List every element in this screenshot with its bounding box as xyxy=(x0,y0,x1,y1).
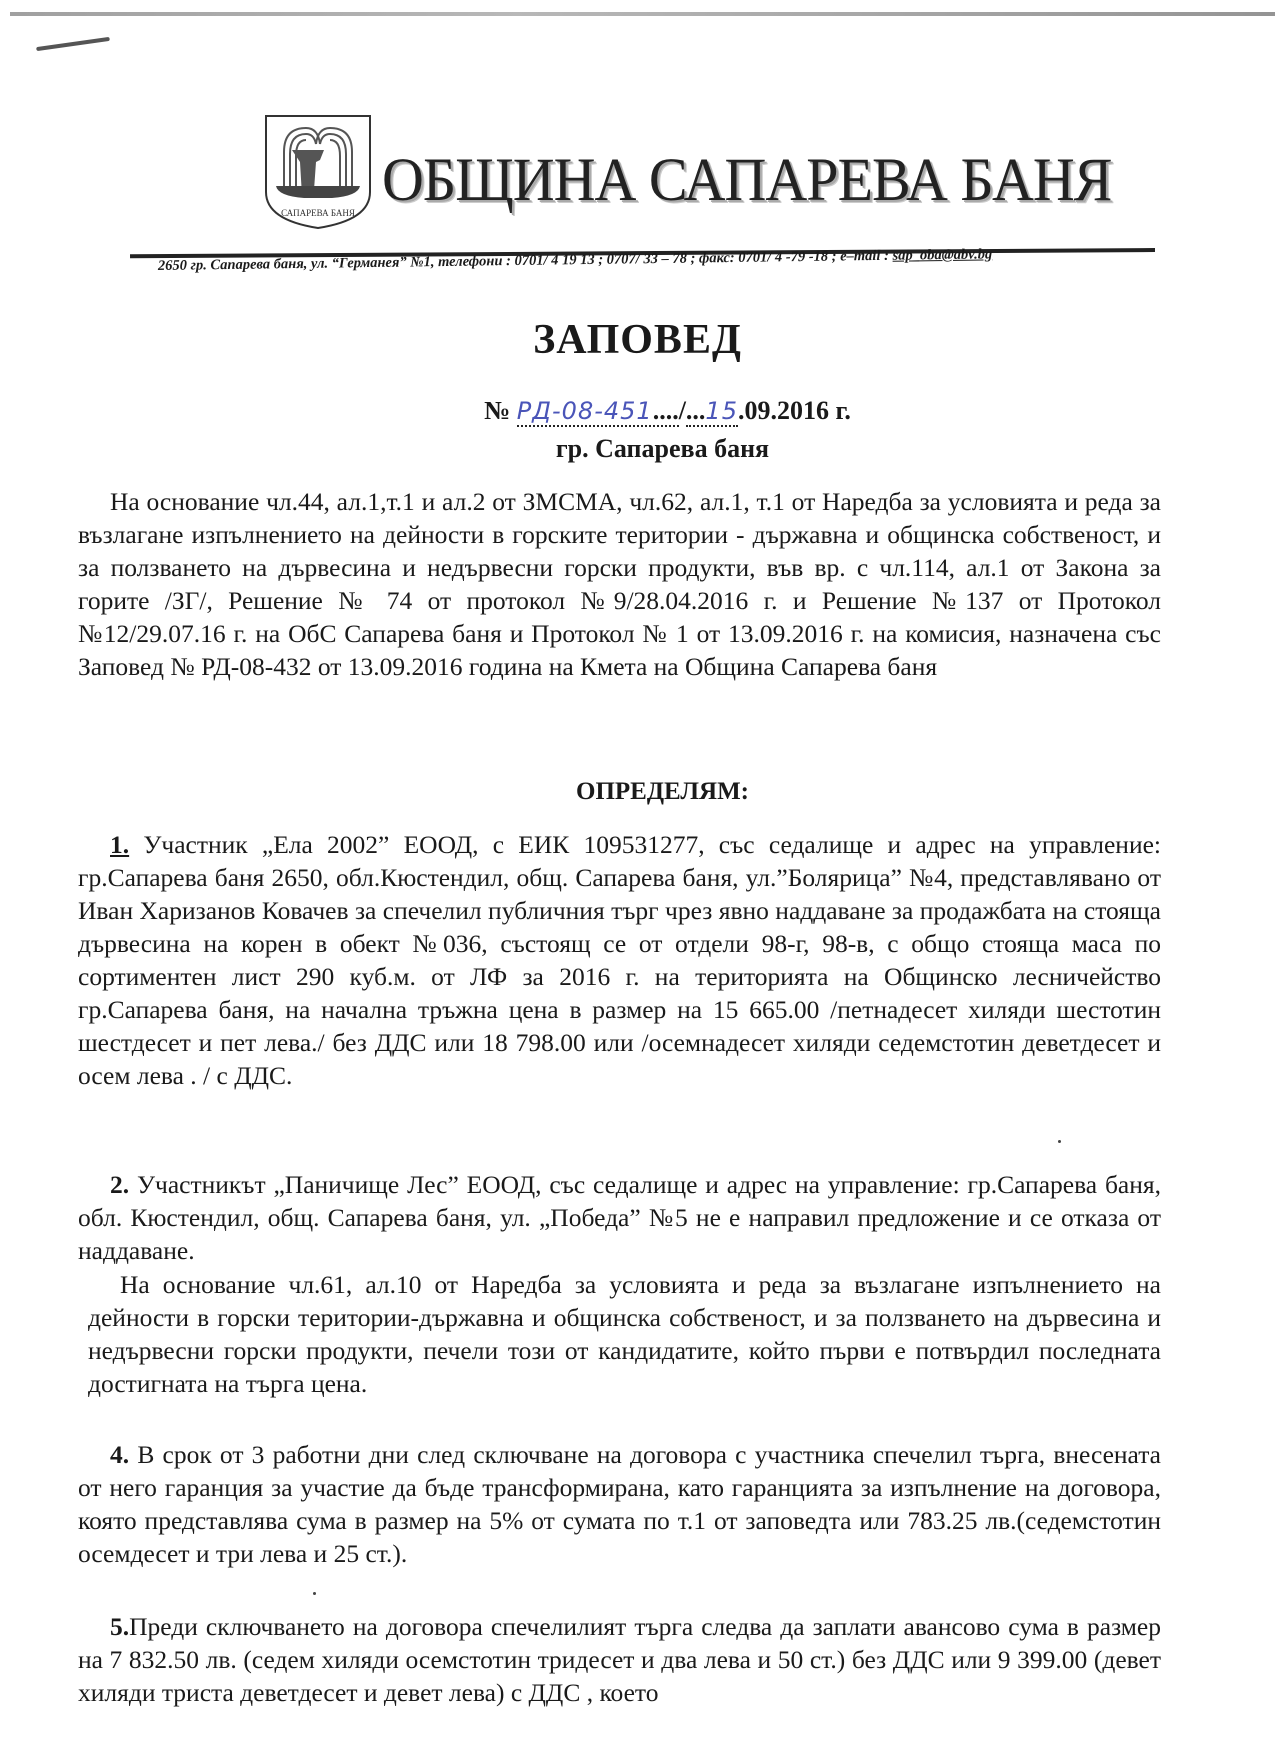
number-sign: № xyxy=(484,396,511,425)
stray-mark xyxy=(1058,1140,1061,1143)
item-text: На основание чл.61, ал.10 от Наредба за условията и реда за възлагане изпълнението на дейности в горски територии-държавна и общинска собственост, и за ползването на дървесина и недървесни горски продукти, печели този от кандидатите, който първи е потвърдил последната достигната на търга цена. xyxy=(88,1270,1161,1398)
email-link[interactable]: sap_oba@abv.bg xyxy=(892,246,993,264)
svg-text:САПАРЕВА БАНЯ: САПАРЕВА БАНЯ xyxy=(281,208,355,218)
order-day-field: ...15 xyxy=(685,396,738,425)
letterhead xyxy=(262,108,1152,258)
order-number-field: РД-08-451.... xyxy=(516,396,679,425)
order-number-line xyxy=(0,396,1275,426)
item-number: 4. xyxy=(110,1440,130,1469)
scan-edge-line xyxy=(10,12,1275,16)
stray-mark xyxy=(313,1592,316,1595)
item-text: В срок от 3 работни дни след сключване на договора с участника спечелил търга, внесената от него гаранция за участие да бъде трансформирана, като гаранцията за изпълнение на договора, която представлява сума в размер на 5% от сумата по т.1 от заповедта или 783.25 лв.(седемстотин осемдесет и три лева и 25 ст.). xyxy=(78,1440,1161,1568)
decision-heading: ОПРЕДЕЛЯМ: xyxy=(576,778,749,805)
handwritten-order-number: РД-08-451 xyxy=(516,397,653,425)
item-number: 2. xyxy=(110,1170,130,1199)
order-date-suffix: .09.2016 г. xyxy=(737,396,851,425)
municipality-coat-of-arms-icon xyxy=(262,112,374,230)
item-1-paragraph xyxy=(78,828,1161,1092)
item-number: 5. xyxy=(110,1612,130,1641)
document-title: ЗАПОВЕД xyxy=(533,317,742,363)
item-text: Участникът „Паничище Лес” ЕООД, със седалище и адрес на управление: гр.Сапарева баня, обл. Кюстендил, общ. Сапарева баня, ул. „Победа” №5 не е направил предложение и се отказа от наддаване. xyxy=(78,1170,1161,1265)
item-text: Преди сключването на договора спечелилият търга следва да заплати авансово сума в размер на 7 832.50 лв. (седем хиляди осемстотин тридесет и два лева и 50 ст.) без ДДС или 9 399.00 (девет хиляди триста деветдесет и девет лева) с ДДС , което xyxy=(78,1612,1161,1707)
contact-details: 2650 гр. Сапарева баня, ул. “Германея” №1, телефони : 0701/ 4 19 13 ; 0707/ 33 – 78 ; факс: 0701/ 4 -79 -18 ; e–mail : xyxy=(157,247,893,274)
pen-mark xyxy=(36,37,110,51)
handwritten-day: 15 xyxy=(705,397,738,425)
item-3-paragraph xyxy=(88,1268,1161,1400)
item-text: Участник „Ела 2002” ЕООД, с ЕИК 109531277, със седалище и адрес на управление: гр.Сапарева баня 2650, обл.Кюстендил, общ. Сапарева баня, ул.”Болярица” №4, представлявано от Иван Харизанов Ковачев за спечелил публичния търг чрез явно наддаване за продажбата на стояща дървесина на корен в обект №036, състоящ се от отдели 98-г, 98-в, с общо стояща маса по сортиментен лист 290 куб.м. от ЛФ за 2016 г. на територията на Общинско лесничейство гр.Сапарева баня, на начална тръжна цена в размер на 15 665.00 /петнадесет хиляди шестотин шестдесет и пет лева./ без ДДС или 18 798.00 или /осемнадесет хиляди седемстотин деветдесет и осем лева . / с ДДС. xyxy=(78,830,1161,1090)
document-city: гр. Сапарева баня xyxy=(555,434,770,463)
item-2-paragraph xyxy=(78,1168,1161,1267)
organization-name: ОБЩИНА САПАРЕВА БАНЯ xyxy=(382,145,1112,214)
number-separator: / xyxy=(678,396,686,425)
item-5-paragraph xyxy=(78,1610,1161,1709)
preamble-paragraph: На основание чл.44, ал.1,т.1 и ал.2 от ЗМСМА, чл.62, ал.1, т.1 от Наредба за условията и реда за възлагане изпълнението на дейности в горските територии - държавна и общинска собственост, и за ползването на дървесина и недървесни горски продукти, във вр. с чл.114, ал.1 от Закона за горите /ЗГ/, Решение № 74 от протокол №9/28.04.2016 г. и Решение №137 от Протокол №12/29.07.16 г. на ОбС Сапарева баня и Протокол № 1 от 13.09.2016 г. на комисия, назначена със Заповед № РД-08-432 от 13.09.2016 година на Кмета на Община Сапарева баня xyxy=(78,487,1161,681)
item-number: 1. xyxy=(110,830,130,859)
item-4-paragraph xyxy=(78,1438,1161,1570)
